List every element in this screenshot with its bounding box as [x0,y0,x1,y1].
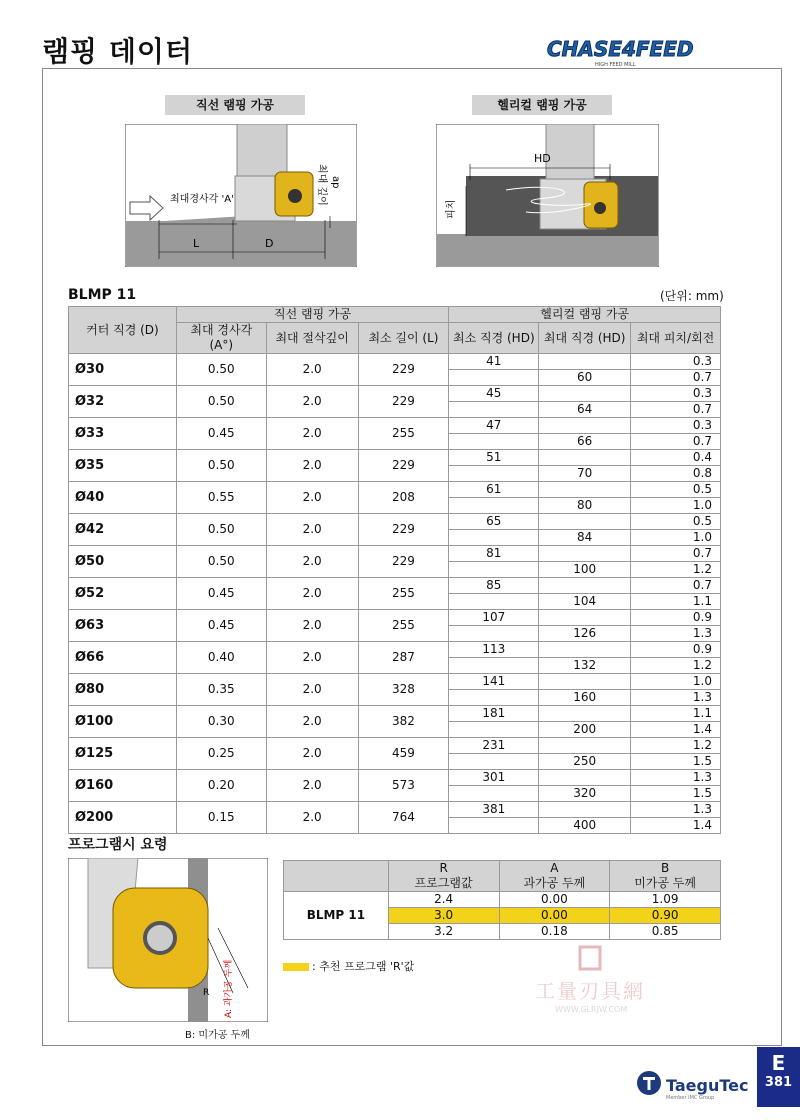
th-min-length: 최소 길이 (L) [358,323,449,354]
cell-pitch-max: 1.4 [631,818,721,834]
table-row [69,354,721,370]
cell-max-dia: 80 [539,498,631,514]
spec-model: BLMP 11 [68,287,137,303]
cell-max-depth: 2.0 [266,578,358,610]
th-min-dia: 최소 직경 (HD) [449,323,539,354]
cell-cutter-dia: Ø35 [69,450,177,482]
cell-angle: 0.50 [176,450,266,482]
cell-cutter-dia: Ø80 [69,674,177,706]
cell-max-dia: 70 [539,466,631,482]
table-row [69,610,721,626]
cell-angle: 0.20 [176,770,266,802]
prog-cell-a: 0.00 [499,908,610,924]
cell-pitch-min: 0.5 [631,514,721,530]
cell-min-length: 229 [358,386,449,418]
cell-max-dia: 100 [539,562,631,578]
straight-ramping-label: 직선 램핑 가공 [165,95,305,115]
page-title: 램핑 데이터 [42,35,193,68]
cell-max-depth: 2.0 [266,450,358,482]
cell-cutter-dia: Ø30 [69,354,177,386]
table-row [284,892,721,908]
programming-table [283,860,721,940]
cell-min-dia: 47 [449,418,539,434]
cell-min-dia: 181 [449,706,539,722]
cell-pitch-min: 0.9 [631,642,721,658]
cell-empty [449,530,539,546]
cell-max-dia: 84 [539,530,631,546]
cell-min-dia: 141 [449,674,539,690]
cell-cutter-dia: Ø160 [69,770,177,802]
cell-min-dia: 107 [449,610,539,626]
cell-empty [449,562,539,578]
legend-swatch [283,963,309,971]
cell-pitch-max: 1.3 [631,690,721,706]
page-number: 381 [764,1075,793,1090]
cell-empty [449,370,539,386]
cell-min-dia: 65 [449,514,539,530]
cell-pitch-min: 0.3 [631,354,721,370]
cell-pitch-max: 0.7 [631,402,721,418]
cell-cutter-dia: Ø66 [69,642,177,674]
watermark [530,945,680,1015]
cell-cutter-dia: Ø200 [69,802,177,834]
cell-max-depth: 2.0 [266,642,358,674]
helical-ramping-label: 헬리컬 램핑 가공 [472,95,612,115]
watermark-url: WWW.GLRJW.COM [555,1005,628,1014]
cell-pitch-min: 1.2 [631,738,721,754]
cell-empty [539,514,631,530]
prog-cell-b: 0.90 [610,908,721,924]
company-name: TaeguTec [666,1076,749,1095]
cell-min-length: 255 [358,610,449,642]
cell-pitch-min: 1.1 [631,706,721,722]
cell-angle: 0.55 [176,482,266,514]
cell-empty [539,770,631,786]
cell-min-length: 229 [358,546,449,578]
cell-pitch-max: 1.4 [631,722,721,738]
brand-sub: HIGH FEED MILL [595,62,636,68]
cell-empty [539,610,631,626]
prog-th-a: A 과가공 두께 [499,861,610,892]
table-row [69,802,721,818]
cell-pitch-max: 0.7 [631,370,721,386]
cell-pitch-max: 1.5 [631,754,721,770]
cell-empty [539,642,631,658]
cell-pitch-min: 1.3 [631,802,721,818]
legend-text: : 추천 프로그램 'R'값 [312,960,415,973]
cell-angle: 0.30 [176,706,266,738]
th-cutter: 커터 직경 (D) [69,307,177,354]
cell-max-depth: 2.0 [266,738,358,770]
cell-min-dia: 41 [449,354,539,370]
cell-min-length: 459 [358,738,449,770]
taegutec-logo-icon [636,1070,662,1096]
cell-pitch-max: 1.2 [631,658,721,674]
cell-max-depth: 2.0 [266,354,358,386]
cell-angle: 0.40 [176,642,266,674]
company-sub: Member IMC Group [666,1095,715,1101]
cell-max-dia: 160 [539,690,631,706]
cell-min-dia: 61 [449,482,539,498]
th-max-dia: 최대 직경 (HD) [539,323,631,354]
cell-max-depth: 2.0 [266,610,358,642]
cell-empty [539,802,631,818]
prog-cell-a: 0.00 [499,892,610,908]
dim-D: D [265,237,274,250]
cell-min-length: 382 [358,706,449,738]
programming-caption: B: 미가공 두께 [185,1030,250,1041]
cell-empty [539,546,631,562]
prog-model-cell: BLMP 11 [284,892,389,940]
prog-cell-r: 3.0 [388,908,499,924]
cell-pitch-max: 1.0 [631,530,721,546]
cell-cutter-dia: Ø50 [69,546,177,578]
cell-max-dia: 66 [539,434,631,450]
cell-angle: 0.50 [176,546,266,578]
cell-empty [539,578,631,594]
prog-cell-r: 3.2 [388,924,499,940]
cell-empty [539,354,631,370]
section-tab [757,1047,800,1107]
cell-pitch-max: 0.8 [631,466,721,482]
cell-pitch-min: 0.3 [631,418,721,434]
programming-title: 프로그램시 요령 [68,837,168,853]
cell-max-depth: 2.0 [266,546,358,578]
cell-empty [449,690,539,706]
prog-th-r: R 프로그램값 [388,861,499,892]
th-straight: 직선 램핑 가공 [176,307,449,323]
cell-empty [449,402,539,418]
cell-pitch-min: 1.3 [631,770,721,786]
cell-empty [449,786,539,802]
cell-angle: 0.45 [176,418,266,450]
cell-min-length: 573 [358,770,449,802]
cell-empty [449,594,539,610]
cell-max-dia: 200 [539,722,631,738]
cell-max-depth: 2.0 [266,386,358,418]
dim-HD: HD [534,152,551,165]
cell-cutter-dia: Ø32 [69,386,177,418]
cell-cutter-dia: Ø52 [69,578,177,610]
cell-angle: 0.50 [176,386,266,418]
programming-diagram [68,858,268,1022]
helical-ramping-diagram [436,124,659,267]
table-row [69,738,721,754]
cell-min-length: 764 [358,802,449,834]
cell-empty [449,434,539,450]
table-row [69,514,721,530]
cell-pitch-min: 0.3 [631,386,721,402]
cell-pitch-max: 0.7 [631,434,721,450]
cell-pitch-max: 1.2 [631,562,721,578]
cell-cutter-dia: Ø42 [69,514,177,546]
cell-min-dia: 301 [449,770,539,786]
cell-max-dia: 104 [539,594,631,610]
prog-r-label: R [203,988,210,998]
table-header-row [69,307,721,323]
recommended-legend [283,958,414,974]
cell-cutter-dia: Ø63 [69,610,177,642]
straight-ramping-diagram [125,124,357,267]
max-angle-label: 최대경사각 'A' [170,194,234,205]
cell-cutter-dia: Ø33 [69,418,177,450]
cell-empty [449,754,539,770]
section-letter: E [771,1051,786,1075]
cell-min-length: 229 [358,514,449,546]
cell-pitch-min: 0.7 [631,546,721,562]
spec-unit: (단위: mm) [660,289,724,303]
taegutec-logo [636,1070,749,1101]
cell-min-dia: 113 [449,642,539,658]
cell-pitch-max: 1.3 [631,626,721,642]
cell-min-dia: 381 [449,802,539,818]
prog-a-label: A: 과가공 두께 [224,959,234,1018]
watermark-text: 工量刃具網 [535,979,645,1003]
cell-angle: 0.45 [176,578,266,610]
cell-pitch-min: 0.5 [631,482,721,498]
th-max-pitch: 최대 피치/회전 [631,323,721,354]
cell-min-length: 287 [358,642,449,674]
cell-empty [539,418,631,434]
prog-header-row [284,861,721,892]
prog-cell-b: 0.85 [610,924,721,940]
cell-pitch-max: 1.1 [631,594,721,610]
prog-th-b: B 미가공 두께 [610,861,721,892]
cell-empty [539,386,631,402]
cell-pitch-min: 0.4 [631,450,721,466]
table-row [69,770,721,786]
cell-empty [449,626,539,642]
cell-angle: 0.50 [176,514,266,546]
brand-text: CHASE4FEED [547,37,694,61]
table-row [69,546,721,562]
cell-empty [449,658,539,674]
cell-cutter-dia: Ø40 [69,482,177,514]
cell-angle: 0.45 [176,610,266,642]
cell-max-dia: 126 [539,626,631,642]
cell-min-length: 229 [358,354,449,386]
cell-min-length: 328 [358,674,449,706]
cell-pitch-min: 0.9 [631,610,721,626]
dim-L: L [193,237,200,250]
cell-min-length: 208 [358,482,449,514]
cell-min-dia: 85 [449,578,539,594]
cell-cutter-dia: Ø100 [69,706,177,738]
cell-angle: 0.50 [176,354,266,386]
cell-angle: 0.25 [176,738,266,770]
cell-empty [539,738,631,754]
table-row [69,386,721,402]
cell-empty [539,482,631,498]
ap-label: ap [330,176,341,189]
pitch-label: 피치 [446,199,457,219]
table-row [69,706,721,722]
cell-empty [449,818,539,834]
cell-empty [449,722,539,738]
table-row [69,674,721,690]
cell-min-dia: 45 [449,386,539,402]
cell-angle: 0.35 [176,674,266,706]
table-row [69,450,721,466]
cell-pitch-max: 1.0 [631,498,721,514]
chase4feed-logo [545,34,750,70]
cell-pitch-min: 1.0 [631,674,721,690]
cell-min-dia: 231 [449,738,539,754]
cell-empty [449,498,539,514]
cell-empty [539,674,631,690]
cell-max-depth: 2.0 [266,770,358,802]
cell-min-length: 229 [358,450,449,482]
cell-max-depth: 2.0 [266,514,358,546]
cell-empty [449,466,539,482]
table-row [69,418,721,434]
prog-cell-a: 0.18 [499,924,610,940]
cell-max-depth: 2.0 [266,418,358,450]
th-helical: 헬리컬 램핑 가공 [449,307,721,323]
cell-max-depth: 2.0 [266,802,358,834]
table-row [69,642,721,658]
prog-cell-b: 1.09 [610,892,721,908]
table-row [69,482,721,498]
cell-cutter-dia: Ø125 [69,738,177,770]
cell-empty [539,706,631,722]
cell-max-dia: 60 [539,370,631,386]
cell-max-depth: 2.0 [266,674,358,706]
th-angle: 최대 경사각 (A°) [176,323,266,354]
cell-max-dia: 250 [539,754,631,770]
cell-max-depth: 2.0 [266,706,358,738]
prog-cell-r: 2.4 [388,892,499,908]
max-depth-label: 최대 깊이 [316,164,327,206]
cell-min-dia: 51 [449,450,539,466]
cell-pitch-max: 1.5 [631,786,721,802]
cell-max-dia: 132 [539,658,631,674]
cell-max-dia: 400 [539,818,631,834]
watermark-icon [578,945,602,971]
prog-th-empty [284,861,389,892]
ramping-data-table [68,306,721,834]
cell-angle: 0.15 [176,802,266,834]
cell-min-dia: 81 [449,546,539,562]
cell-pitch-min: 0.7 [631,578,721,594]
cell-min-length: 255 [358,578,449,610]
cell-min-length: 255 [358,418,449,450]
cell-empty [539,450,631,466]
cell-max-depth: 2.0 [266,482,358,514]
cell-max-dia: 64 [539,402,631,418]
cell-max-dia: 320 [539,786,631,802]
th-max-depth: 최대 절삭깊이 [266,323,358,354]
table-row [69,578,721,594]
